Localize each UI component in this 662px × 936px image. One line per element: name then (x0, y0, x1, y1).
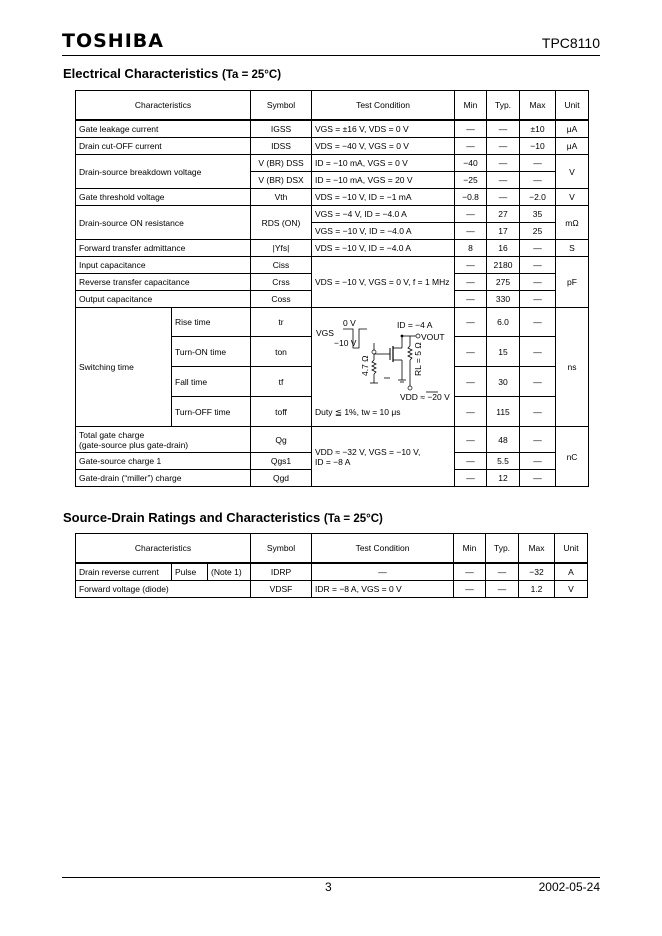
row-pulse: Pulse (172, 563, 208, 581)
row-max: −32 (519, 563, 555, 581)
table-row (76, 155, 589, 172)
row-unit: mΩ (556, 206, 589, 240)
row-symbol: V (BR) DSS (251, 155, 312, 172)
row-symbol: Coss (251, 291, 312, 308)
row-typ: 16 (487, 240, 520, 257)
output-terminal (416, 334, 420, 338)
row-unit: μA (556, 138, 589, 155)
gate-resistor (372, 360, 376, 374)
row-condition: VDS = −10 V, ID = −1 mA (312, 189, 455, 206)
row-max: — (520, 291, 556, 308)
table-row (76, 308, 589, 337)
row-name-line2: (gate-source plus gate-drain) (79, 439, 189, 450)
row-min: −40 (455, 155, 487, 172)
header-rule (62, 55, 600, 56)
row-symbol: Qg (251, 427, 312, 453)
row-typ: 27 (487, 206, 520, 223)
row-max: 1.2 (519, 581, 555, 598)
col-min: Min (454, 534, 486, 564)
id-label: ID = −4 A (397, 320, 433, 330)
row-condition: IDR = −8 A, VGS = 0 V (312, 581, 454, 598)
table-row (76, 240, 589, 257)
row-typ: — (487, 120, 520, 138)
footer-rule (62, 877, 600, 878)
row-name (76, 427, 251, 453)
row-min: — (455, 257, 487, 274)
row-unit: V (555, 581, 588, 598)
col-symbol: Symbol (251, 91, 312, 121)
row-min: — (455, 206, 487, 223)
row-name: Input capacitance (76, 257, 251, 274)
table-row (76, 206, 589, 223)
section-title-electrical: Electrical Characteristics (Ta = 25°C) (63, 66, 282, 81)
row-max: — (520, 274, 556, 291)
row-max: — (520, 337, 556, 367)
col-typ: Typ. (487, 91, 520, 121)
row-typ: 275 (487, 274, 520, 291)
table-header-row (76, 91, 589, 121)
row-symbol: Vth (251, 189, 312, 206)
row-symbol: toff (251, 397, 312, 427)
row-max: −2.0 (520, 189, 556, 206)
vout-label: VOUT (421, 332, 445, 342)
row-symbol: ton (251, 337, 312, 367)
row-max: — (520, 453, 556, 470)
row-min: — (455, 138, 487, 155)
row-typ: 5.5 (487, 453, 520, 470)
row-max: 25 (520, 223, 556, 240)
row-condition: VGS = −10 V, ID = −4.0 A (312, 223, 455, 240)
row-max: 35 (520, 206, 556, 223)
row-symbol: IGSS (251, 120, 312, 138)
row-max: — (520, 240, 556, 257)
row-condition: VDS = −40 V, VGS = 0 V (312, 138, 455, 155)
footer-date: 2002-05-24 (538, 880, 600, 894)
row-min: — (455, 337, 487, 367)
toshiba-logo: TOSHIBA (62, 30, 164, 52)
v0-label: 0 V (343, 318, 356, 328)
row-min: — (455, 453, 487, 470)
vdd-terminal (408, 386, 412, 390)
load-resistor-label: RL = 5 Ω (413, 342, 423, 376)
row-min: — (455, 223, 487, 240)
row-typ: — (487, 172, 520, 189)
row-min: −0.8 (455, 189, 487, 206)
row-max: — (520, 257, 556, 274)
row-name: Switching time (76, 308, 172, 427)
row-condition: ID = −10 mA, VGS = 0 V (312, 155, 455, 172)
row-unit: A (555, 563, 588, 581)
row-typ: 6.0 (487, 308, 520, 337)
row-symbol: Ciss (251, 257, 312, 274)
row-symbol: Crss (251, 274, 312, 291)
row-typ: 48 (487, 427, 520, 453)
v10-label: −10 V (334, 338, 357, 348)
row-unit: S (556, 240, 589, 257)
row-max: — (520, 427, 556, 453)
row-unit: V (556, 155, 589, 189)
row-name: Gate-source charge 1 (76, 453, 251, 470)
row-typ: — (487, 155, 520, 172)
row-typ: 30 (487, 367, 520, 397)
row-max: — (520, 172, 556, 189)
row-min: — (455, 291, 487, 308)
part-number: TPC8110 (541, 35, 600, 51)
col-characteristics: Characteristics (76, 534, 251, 564)
row-min: — (455, 274, 487, 291)
row-name: Drain-source breakdown voltage (76, 155, 251, 189)
row-symbol: tr (251, 308, 312, 337)
table-row (76, 427, 589, 453)
row-name: Drain-source ON resistance (76, 206, 251, 240)
row-min: — (454, 563, 486, 581)
row-min: — (455, 470, 487, 487)
duty-label: Duty ≦ 1%, tw = 10 μs (315, 407, 401, 417)
row-name: Gate-drain (“miller”) charge (76, 470, 251, 487)
row-max: — (520, 155, 556, 172)
row-unit: ns (556, 308, 589, 427)
row-symbol: IDSS (251, 138, 312, 155)
row-symbol: IDRP (251, 563, 312, 581)
row-symbol: Qgd (251, 470, 312, 487)
qg-condition-line2: ID = −8 A (315, 456, 351, 467)
row-name: Output capacitance (76, 291, 251, 308)
col-min: Min (455, 91, 487, 121)
row-typ: 17 (487, 223, 520, 240)
row-min: — (455, 367, 487, 397)
row-name: Drain cut-OFF current (76, 138, 251, 155)
row-condition: VDS = −10 V, VGS = 0 V, f = 1 MHz (312, 257, 455, 308)
row-min: 8 (455, 240, 487, 257)
row-symbol: tf (251, 367, 312, 397)
row-condition: VDS = −10 V, ID = −4.0 A (312, 240, 455, 257)
row-typ: — (486, 563, 519, 581)
table-header-row (76, 534, 588, 564)
row-typ: — (487, 189, 520, 206)
row-max: — (520, 308, 556, 337)
row-condition: — (312, 563, 454, 581)
row-name: Gate threshold voltage (76, 189, 251, 206)
row-symbol: V (BR) DSX (251, 172, 312, 189)
row-condition (312, 427, 455, 487)
row-min: — (455, 397, 487, 427)
row-condition: VGS = ±16 V, VDS = 0 V (312, 120, 455, 138)
col-typ: Typ. (486, 534, 519, 564)
gate-resistor-label: 4.7 Ω (360, 355, 370, 376)
row-note: (Note 1) (208, 563, 251, 581)
row-name: Gate leakage current (76, 120, 251, 138)
row-name: Drain reverse current (76, 563, 172, 581)
row-subname: Rise time (172, 308, 251, 337)
col-max: Max (520, 91, 556, 121)
row-min: — (455, 308, 487, 337)
source-drain-table (75, 533, 588, 598)
table-row (76, 120, 589, 138)
col-characteristics: Characteristics (76, 91, 251, 121)
table-row (76, 581, 588, 598)
section-title-source-drain: Source-Drain Ratings and Characteristics (Ta = 25°C) (63, 510, 383, 525)
col-test-condition: Test Condition (312, 91, 455, 121)
row-name: Reverse transfer capacitance (76, 274, 251, 291)
row-subname: Turn-ON time (172, 337, 251, 367)
load-resistor (408, 346, 412, 360)
table-row (76, 563, 588, 581)
row-typ: 12 (487, 470, 520, 487)
row-min: — (455, 120, 487, 138)
row-symbol: |Yfs| (251, 240, 312, 257)
table-row (76, 257, 589, 274)
row-typ: — (486, 581, 519, 598)
col-symbol: Symbol (251, 534, 312, 564)
row-condition: ID = −10 mA, VGS = 20 V (312, 172, 455, 189)
row-max: ±10 (520, 120, 556, 138)
row-min: — (455, 427, 487, 453)
row-max: — (520, 367, 556, 397)
row-symbol: Qgs1 (251, 453, 312, 470)
row-unit: pF (556, 257, 589, 308)
electrical-characteristics-table (75, 90, 589, 487)
row-typ: 115 (487, 397, 520, 427)
row-max: — (520, 397, 556, 427)
col-unit: Unit (556, 91, 589, 121)
col-unit: Unit (555, 534, 588, 564)
row-min: — (454, 581, 486, 598)
col-max: Max (519, 534, 555, 564)
row-symbol: RDS (ON) (251, 206, 312, 240)
row-name: Forward voltage (diode) (76, 581, 251, 598)
page-number: 3 (325, 880, 332, 894)
row-symbol: VDSF (251, 581, 312, 598)
table-row (76, 189, 589, 206)
row-max: — (520, 470, 556, 487)
row-name-line1: Total gate charge (79, 429, 145, 440)
row-unit: V (556, 189, 589, 206)
row-name: Forward transfer admittance (76, 240, 251, 257)
row-typ: 15 (487, 337, 520, 367)
switching-test-circuit (312, 308, 455, 427)
col-test-condition: Test Condition (312, 534, 454, 564)
vdd-label: VDD ≈ −20 V (400, 392, 450, 402)
row-unit: nC (556, 427, 589, 487)
row-typ: 2180 (487, 257, 520, 274)
row-min: −25 (455, 172, 487, 189)
vgs-label: VGS (316, 328, 334, 338)
table-row (76, 138, 589, 155)
row-typ: 330 (487, 291, 520, 308)
input-terminal (372, 350, 376, 354)
row-unit: μA (556, 120, 589, 138)
row-max: −10 (520, 138, 556, 155)
qg-condition-line1: VDD ≈ −32 V, VGS = −10 V, (315, 446, 421, 457)
row-typ: — (487, 138, 520, 155)
row-condition: VGS = −4 V, ID = −4.0 A (312, 206, 455, 223)
row-subname: Fall time (172, 367, 251, 397)
row-subname: Turn-OFF time (172, 397, 251, 427)
